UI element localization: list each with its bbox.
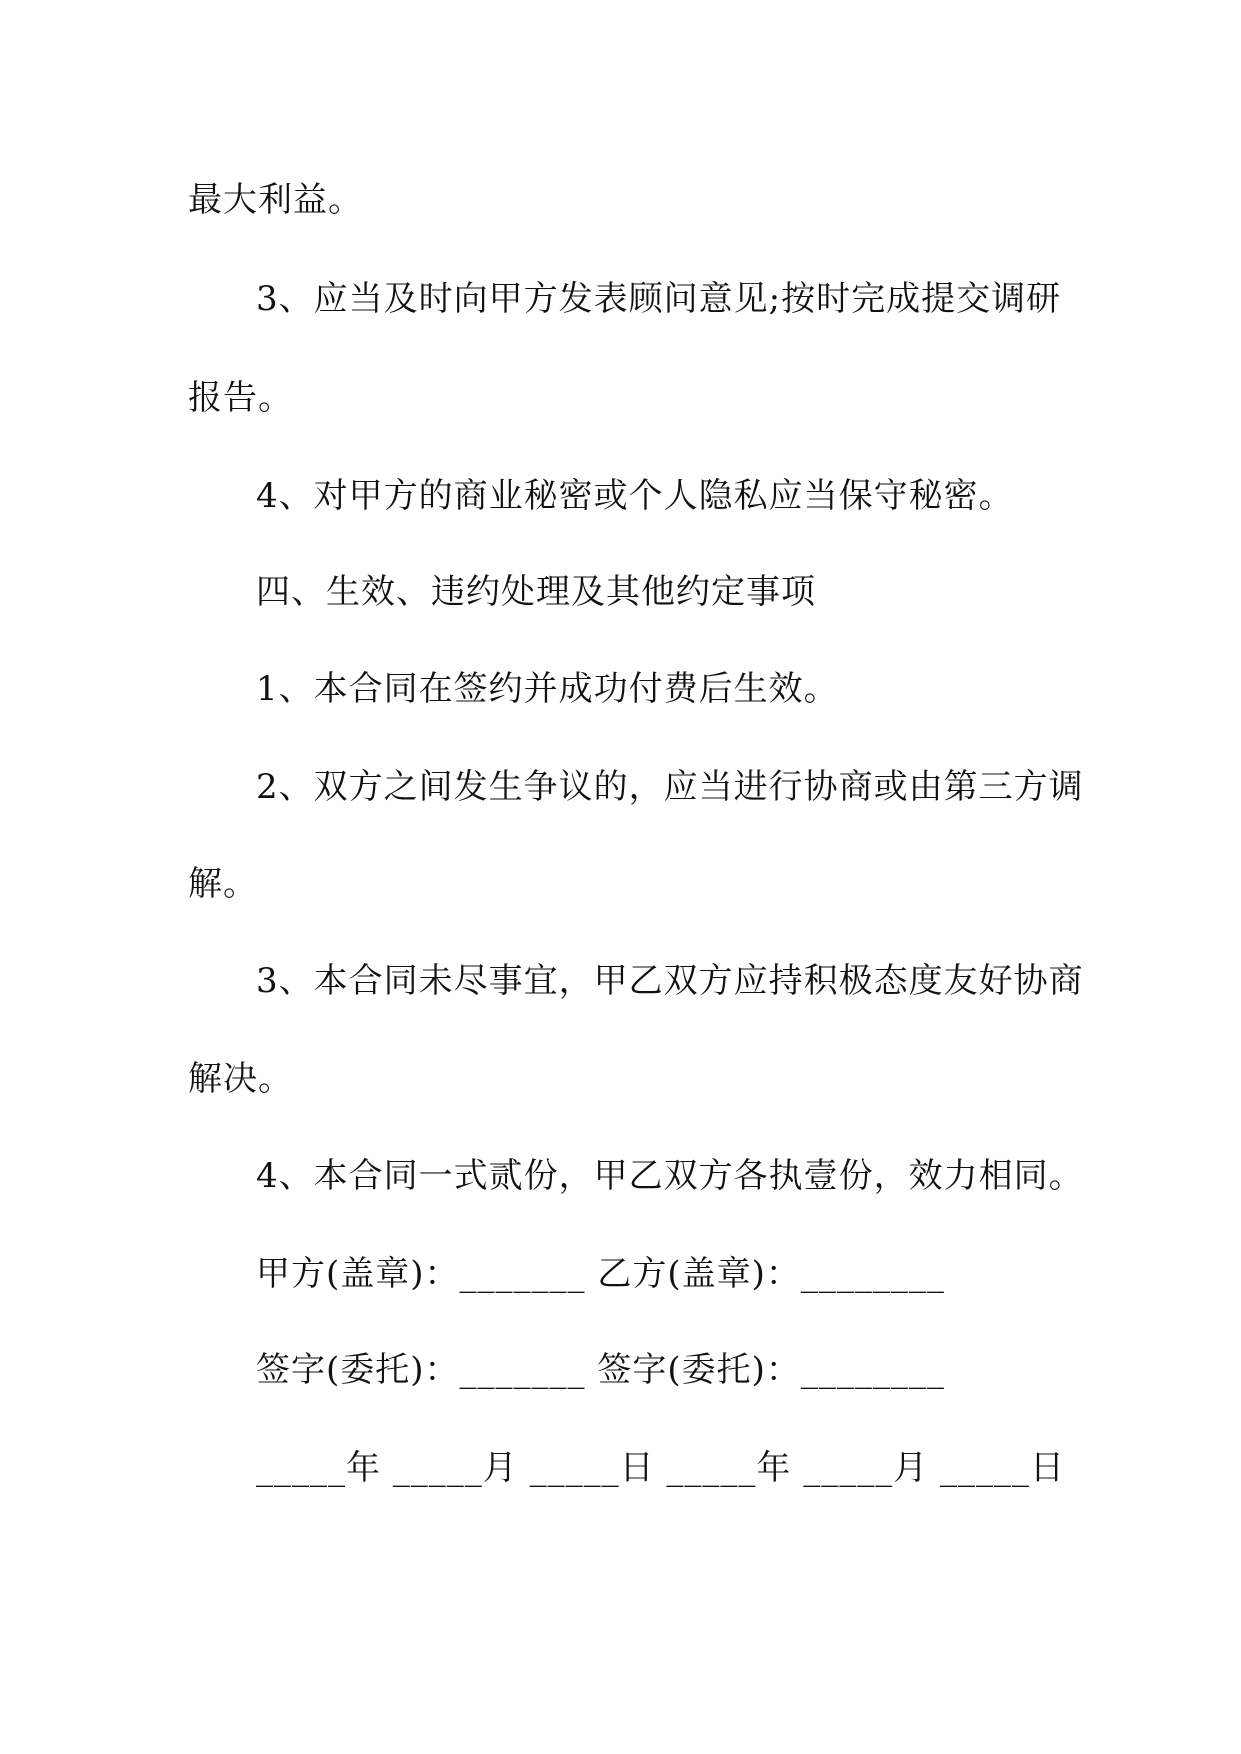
text-line-9: 3、本合同未尽事宜，甲乙双方应持积极态度友好协商	[256, 961, 1084, 1001]
text-line-10: 解决。	[188, 1059, 293, 1099]
text-line-1: 最大利益。	[188, 180, 363, 220]
party-seal-line: 甲方(盖章)：_______ 乙方(盖章)：________	[256, 1254, 945, 1294]
text-line-4: 4、对甲方的商业秘密或个人隐私应当保守秘密。	[256, 476, 1014, 516]
date-line: _____年 _____月 _____日 _____年 _____月 _____日	[256, 1448, 1066, 1488]
text-line-6: 1、本合同在签约并成功付费后生效。	[256, 669, 839, 709]
text-line-2: 3、应当及时向甲方发表顾问意见;按时完成提交调研	[256, 279, 1062, 319]
signature-line: 签字(委托)：_______ 签字(委托)：________	[256, 1350, 945, 1390]
section-heading: 四、生效、违约处理及其他约定事项	[256, 572, 816, 612]
text-line-11: 4、本合同一式贰份，甲乙双方各执壹份，效力相同。	[256, 1156, 1084, 1196]
text-line-8: 解。	[188, 864, 258, 904]
text-line-3: 报告。	[188, 378, 293, 418]
text-line-7: 2、双方之间发生争议的，应当进行协商或由第三方调	[256, 767, 1084, 807]
